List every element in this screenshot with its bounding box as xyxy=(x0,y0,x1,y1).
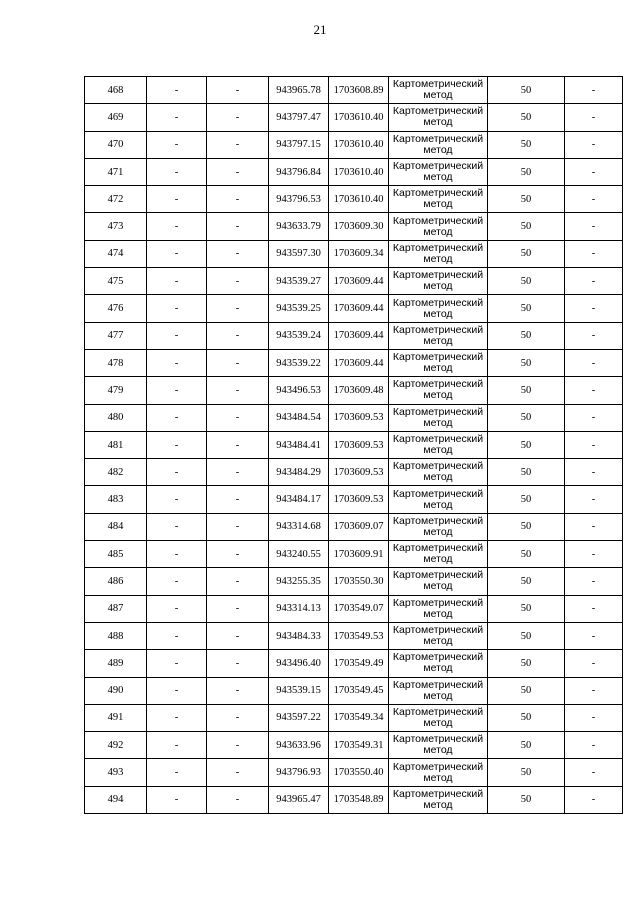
note-cell: - xyxy=(565,431,623,458)
empty-y-cell: - xyxy=(207,513,269,540)
note-cell: - xyxy=(565,459,623,486)
y-coordinate-cell: 1703550.30 xyxy=(329,568,389,595)
note-cell: - xyxy=(565,77,623,104)
accuracy-cell: 50 xyxy=(488,322,565,349)
table-row xyxy=(85,431,623,458)
table-row xyxy=(85,704,623,731)
y-coordinate-cell: 1703609.91 xyxy=(329,541,389,568)
x-coordinate-cell: 943314.13 xyxy=(269,595,329,622)
method-cell: Картометрический метод xyxy=(389,759,488,786)
point-number-cell: 474 xyxy=(85,240,147,267)
note-cell: - xyxy=(565,158,623,185)
accuracy-cell: 50 xyxy=(488,513,565,540)
table-row xyxy=(85,77,623,104)
accuracy-cell: 50 xyxy=(488,186,565,213)
y-coordinate-cell: 1703610.40 xyxy=(329,104,389,131)
empty-y-cell: - xyxy=(207,377,269,404)
accuracy-cell: 50 xyxy=(488,240,565,267)
x-coordinate-cell: 943484.17 xyxy=(269,486,329,513)
point-number-cell: 481 xyxy=(85,431,147,458)
note-cell: - xyxy=(565,677,623,704)
empty-y-cell: - xyxy=(207,568,269,595)
y-coordinate-cell: 1703609.53 xyxy=(329,404,389,431)
coordinates-table xyxy=(84,76,623,814)
y-coordinate-cell: 1703549.07 xyxy=(329,595,389,622)
point-number-cell: 487 xyxy=(85,595,147,622)
empty-y-cell: - xyxy=(207,322,269,349)
note-cell: - xyxy=(565,704,623,731)
y-coordinate-cell: 1703549.53 xyxy=(329,622,389,649)
empty-y-cell: - xyxy=(207,541,269,568)
note-cell: - xyxy=(565,349,623,376)
point-number-cell: 473 xyxy=(85,213,147,240)
table-row xyxy=(85,459,623,486)
x-coordinate-cell: 943539.22 xyxy=(269,349,329,376)
x-coordinate-cell: 943965.78 xyxy=(269,77,329,104)
empty-x-cell: - xyxy=(147,431,207,458)
empty-y-cell: - xyxy=(207,349,269,376)
method-cell: Картометрический метод xyxy=(389,622,488,649)
y-coordinate-cell: 1703549.31 xyxy=(329,732,389,759)
method-cell: Картометрический метод xyxy=(389,677,488,704)
empty-y-cell: - xyxy=(207,295,269,322)
method-cell: Картометрический метод xyxy=(389,295,488,322)
point-number-cell: 492 xyxy=(85,732,147,759)
table-row xyxy=(85,158,623,185)
y-coordinate-cell: 1703609.53 xyxy=(329,486,389,513)
table-row xyxy=(85,650,623,677)
empty-x-cell: - xyxy=(147,541,207,568)
empty-x-cell: - xyxy=(147,349,207,376)
accuracy-cell: 50 xyxy=(488,486,565,513)
point-number-cell: 477 xyxy=(85,322,147,349)
note-cell: - xyxy=(565,295,623,322)
point-number-cell: 491 xyxy=(85,704,147,731)
note-cell: - xyxy=(565,186,623,213)
x-coordinate-cell: 943633.79 xyxy=(269,213,329,240)
empty-x-cell: - xyxy=(147,240,207,267)
point-number-cell: 494 xyxy=(85,786,147,813)
empty-x-cell: - xyxy=(147,704,207,731)
y-coordinate-cell: 1703610.40 xyxy=(329,158,389,185)
accuracy-cell: 50 xyxy=(488,104,565,131)
x-coordinate-cell: 943484.54 xyxy=(269,404,329,431)
empty-y-cell: - xyxy=(207,186,269,213)
note-cell: - xyxy=(565,213,623,240)
empty-y-cell: - xyxy=(207,213,269,240)
empty-x-cell: - xyxy=(147,268,207,295)
accuracy-cell: 50 xyxy=(488,377,565,404)
empty-x-cell: - xyxy=(147,595,207,622)
method-cell: Картометрический метод xyxy=(389,349,488,376)
y-coordinate-cell: 1703609.53 xyxy=(329,459,389,486)
note-cell: - xyxy=(565,759,623,786)
y-coordinate-cell: 1703609.44 xyxy=(329,268,389,295)
table-row xyxy=(85,622,623,649)
empty-y-cell: - xyxy=(207,622,269,649)
point-number-cell: 489 xyxy=(85,650,147,677)
accuracy-cell: 50 xyxy=(488,431,565,458)
table-row xyxy=(85,732,623,759)
method-cell: Картометрический метод xyxy=(389,568,488,595)
y-coordinate-cell: 1703608.89 xyxy=(329,77,389,104)
table-row xyxy=(85,295,623,322)
empty-y-cell: - xyxy=(207,595,269,622)
x-coordinate-cell: 943965.47 xyxy=(269,786,329,813)
x-coordinate-cell: 943796.53 xyxy=(269,186,329,213)
empty-x-cell: - xyxy=(147,404,207,431)
method-cell: Картометрический метод xyxy=(389,786,488,813)
x-coordinate-cell: 943255.35 xyxy=(269,568,329,595)
method-cell: Картометрический метод xyxy=(389,131,488,158)
point-number-cell: 472 xyxy=(85,186,147,213)
table-row xyxy=(85,568,623,595)
empty-y-cell: - xyxy=(207,104,269,131)
point-number-cell: 470 xyxy=(85,131,147,158)
note-cell: - xyxy=(565,377,623,404)
accuracy-cell: 50 xyxy=(488,349,565,376)
empty-y-cell: - xyxy=(207,404,269,431)
y-coordinate-cell: 1703609.44 xyxy=(329,349,389,376)
note-cell: - xyxy=(565,595,623,622)
note-cell: - xyxy=(565,322,623,349)
table-row xyxy=(85,404,623,431)
empty-y-cell: - xyxy=(207,486,269,513)
point-number-cell: 486 xyxy=(85,568,147,595)
empty-y-cell: - xyxy=(207,459,269,486)
accuracy-cell: 50 xyxy=(488,459,565,486)
method-cell: Картометрический метод xyxy=(389,104,488,131)
point-number-cell: 484 xyxy=(85,513,147,540)
x-coordinate-cell: 943797.47 xyxy=(269,104,329,131)
table-row xyxy=(85,759,623,786)
x-coordinate-cell: 943539.25 xyxy=(269,295,329,322)
method-cell: Картометрический метод xyxy=(389,268,488,295)
accuracy-cell: 50 xyxy=(488,704,565,731)
accuracy-cell: 50 xyxy=(488,568,565,595)
point-number-cell: 478 xyxy=(85,349,147,376)
x-coordinate-cell: 943496.40 xyxy=(269,650,329,677)
y-coordinate-cell: 1703550.40 xyxy=(329,759,389,786)
accuracy-cell: 50 xyxy=(488,622,565,649)
empty-y-cell: - xyxy=(207,786,269,813)
accuracy-cell: 50 xyxy=(488,268,565,295)
method-cell: Картометрический метод xyxy=(389,322,488,349)
empty-x-cell: - xyxy=(147,131,207,158)
note-cell: - xyxy=(565,513,623,540)
y-coordinate-cell: 1703609.48 xyxy=(329,377,389,404)
method-cell: Картометрический метод xyxy=(389,513,488,540)
table-row xyxy=(85,595,623,622)
point-number-cell: 482 xyxy=(85,459,147,486)
y-coordinate-cell: 1703549.49 xyxy=(329,650,389,677)
point-number-cell: 485 xyxy=(85,541,147,568)
empty-y-cell: - xyxy=(207,77,269,104)
table-row xyxy=(85,377,623,404)
note-cell: - xyxy=(565,131,623,158)
y-coordinate-cell: 1703609.53 xyxy=(329,431,389,458)
method-cell: Картометрический метод xyxy=(389,704,488,731)
point-number-cell: 475 xyxy=(85,268,147,295)
table-row xyxy=(85,213,623,240)
empty-x-cell: - xyxy=(147,295,207,322)
table-row xyxy=(85,104,623,131)
empty-x-cell: - xyxy=(147,786,207,813)
page-number: 21 xyxy=(313,22,327,37)
table-row xyxy=(85,349,623,376)
point-number-cell: 480 xyxy=(85,404,147,431)
table-row xyxy=(85,486,623,513)
table-row xyxy=(85,786,623,813)
y-coordinate-cell: 1703549.45 xyxy=(329,677,389,704)
table-row xyxy=(85,268,623,295)
method-cell: Картометрический метод xyxy=(389,377,488,404)
empty-x-cell: - xyxy=(147,377,207,404)
empty-y-cell: - xyxy=(207,268,269,295)
y-coordinate-cell: 1703610.40 xyxy=(329,131,389,158)
accuracy-cell: 50 xyxy=(488,541,565,568)
accuracy-cell: 50 xyxy=(488,77,565,104)
x-coordinate-cell: 943484.41 xyxy=(269,431,329,458)
accuracy-cell: 50 xyxy=(488,732,565,759)
empty-x-cell: - xyxy=(147,486,207,513)
empty-x-cell: - xyxy=(147,650,207,677)
empty-x-cell: - xyxy=(147,213,207,240)
point-number-cell: 493 xyxy=(85,759,147,786)
empty-y-cell: - xyxy=(207,704,269,731)
y-coordinate-cell: 1703609.07 xyxy=(329,513,389,540)
point-number-cell: 469 xyxy=(85,104,147,131)
empty-y-cell: - xyxy=(207,431,269,458)
x-coordinate-cell: 943240.55 xyxy=(269,541,329,568)
x-coordinate-cell: 943496.53 xyxy=(269,377,329,404)
method-cell: Картометрический метод xyxy=(389,486,488,513)
x-coordinate-cell: 943314.68 xyxy=(269,513,329,540)
note-cell: - xyxy=(565,104,623,131)
x-coordinate-cell: 943484.29 xyxy=(269,459,329,486)
table-row xyxy=(85,322,623,349)
x-coordinate-cell: 943539.27 xyxy=(269,268,329,295)
empty-x-cell: - xyxy=(147,568,207,595)
table-body xyxy=(85,77,623,814)
x-coordinate-cell: 943797.15 xyxy=(269,131,329,158)
point-number-cell: 479 xyxy=(85,377,147,404)
accuracy-cell: 50 xyxy=(488,213,565,240)
method-cell: Картометрический метод xyxy=(389,186,488,213)
accuracy-cell: 50 xyxy=(488,786,565,813)
note-cell: - xyxy=(565,732,623,759)
empty-x-cell: - xyxy=(147,677,207,704)
accuracy-cell: 50 xyxy=(488,650,565,677)
empty-x-cell: - xyxy=(147,622,207,649)
empty-y-cell: - xyxy=(207,158,269,185)
note-cell: - xyxy=(565,268,623,295)
note-cell: - xyxy=(565,568,623,595)
note-cell: - xyxy=(565,486,623,513)
empty-x-cell: - xyxy=(147,759,207,786)
empty-y-cell: - xyxy=(207,732,269,759)
accuracy-cell: 50 xyxy=(488,131,565,158)
method-cell: Картометрический метод xyxy=(389,431,488,458)
accuracy-cell: 50 xyxy=(488,295,565,322)
table-row xyxy=(85,541,623,568)
x-coordinate-cell: 943597.30 xyxy=(269,240,329,267)
point-number-cell: 483 xyxy=(85,486,147,513)
y-coordinate-cell: 1703609.34 xyxy=(329,240,389,267)
empty-x-cell: - xyxy=(147,513,207,540)
accuracy-cell: 50 xyxy=(488,677,565,704)
x-coordinate-cell: 943633.96 xyxy=(269,732,329,759)
note-cell: - xyxy=(565,786,623,813)
table-row xyxy=(85,186,623,213)
note-cell: - xyxy=(565,404,623,431)
point-number-cell: 488 xyxy=(85,622,147,649)
empty-y-cell: - xyxy=(207,650,269,677)
x-coordinate-cell: 943539.24 xyxy=(269,322,329,349)
empty-y-cell: - xyxy=(207,131,269,158)
y-coordinate-cell: 1703609.44 xyxy=(329,322,389,349)
accuracy-cell: 50 xyxy=(488,759,565,786)
method-cell: Картометрический метод xyxy=(389,595,488,622)
method-cell: Картометрический метод xyxy=(389,158,488,185)
empty-x-cell: - xyxy=(147,77,207,104)
empty-y-cell: - xyxy=(207,759,269,786)
x-coordinate-cell: 943539.15 xyxy=(269,677,329,704)
point-number-cell: 471 xyxy=(85,158,147,185)
empty-x-cell: - xyxy=(147,732,207,759)
empty-x-cell: - xyxy=(147,322,207,349)
x-coordinate-cell: 943597.22 xyxy=(269,704,329,731)
table-row xyxy=(85,513,623,540)
table-row xyxy=(85,677,623,704)
method-cell: Картометрический метод xyxy=(389,404,488,431)
note-cell: - xyxy=(565,541,623,568)
note-cell: - xyxy=(565,650,623,677)
method-cell: Картометрический метод xyxy=(389,732,488,759)
method-cell: Картометрический метод xyxy=(389,459,488,486)
y-coordinate-cell: 1703609.44 xyxy=(329,295,389,322)
x-coordinate-cell: 943796.93 xyxy=(269,759,329,786)
point-number-cell: 468 xyxy=(85,77,147,104)
y-coordinate-cell: 1703610.40 xyxy=(329,186,389,213)
accuracy-cell: 50 xyxy=(488,595,565,622)
point-number-cell: 490 xyxy=(85,677,147,704)
method-cell: Картометрический метод xyxy=(389,650,488,677)
method-cell: Картометрический метод xyxy=(389,213,488,240)
table-row xyxy=(85,131,623,158)
note-cell: - xyxy=(565,240,623,267)
empty-y-cell: - xyxy=(207,240,269,267)
x-coordinate-cell: 943484.33 xyxy=(269,622,329,649)
x-coordinate-cell: 943796.84 xyxy=(269,158,329,185)
method-cell: Картометрический метод xyxy=(389,77,488,104)
point-number-cell: 476 xyxy=(85,295,147,322)
y-coordinate-cell: 1703549.34 xyxy=(329,704,389,731)
y-coordinate-cell: 1703609.30 xyxy=(329,213,389,240)
empty-x-cell: - xyxy=(147,186,207,213)
accuracy-cell: 50 xyxy=(488,404,565,431)
method-cell: Картометрический метод xyxy=(389,240,488,267)
empty-x-cell: - xyxy=(147,459,207,486)
note-cell: - xyxy=(565,622,623,649)
empty-x-cell: - xyxy=(147,104,207,131)
table-row xyxy=(85,240,623,267)
method-cell: Картометрический метод xyxy=(389,541,488,568)
empty-x-cell: - xyxy=(147,158,207,185)
y-coordinate-cell: 1703548.89 xyxy=(329,786,389,813)
accuracy-cell: 50 xyxy=(488,158,565,185)
empty-y-cell: - xyxy=(207,677,269,704)
